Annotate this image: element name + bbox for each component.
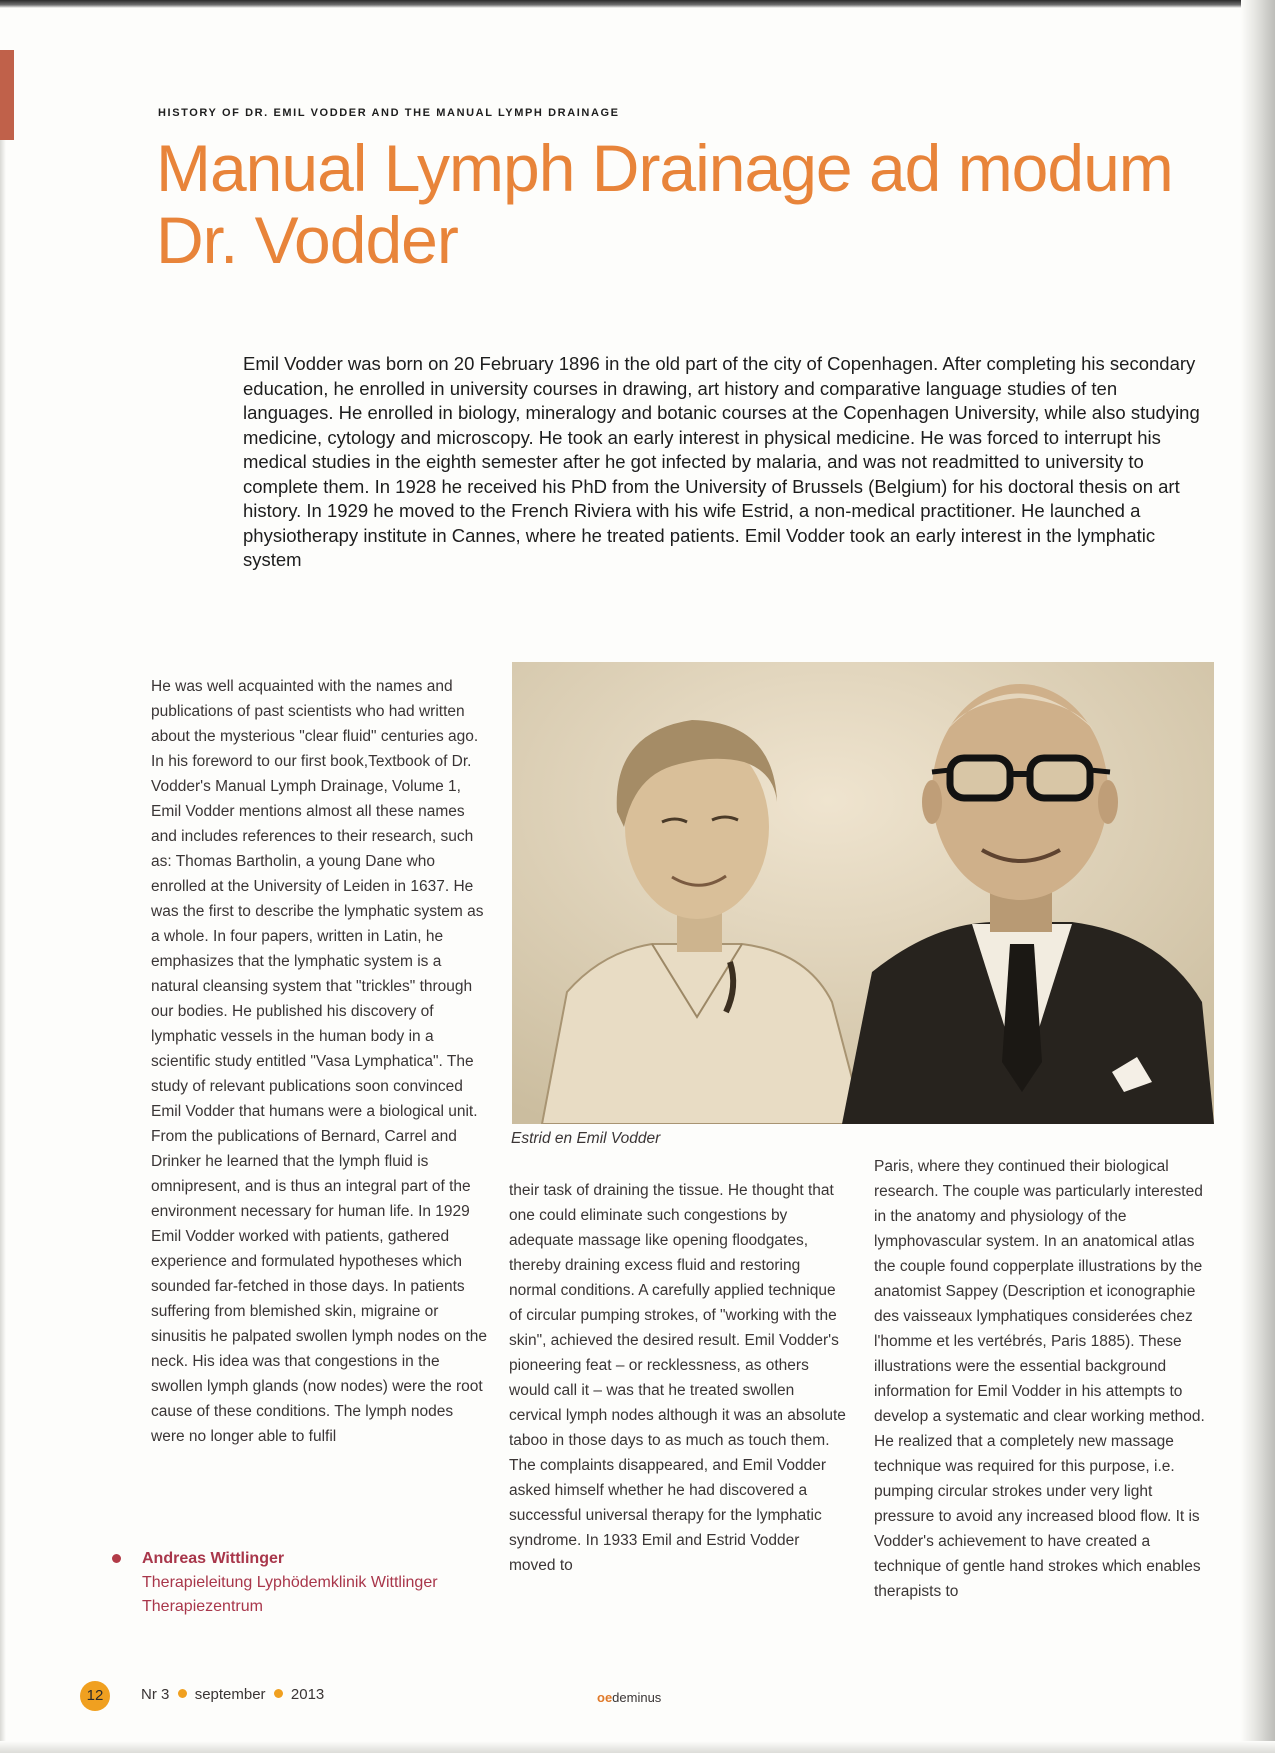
- page-number: 12: [80, 1681, 110, 1711]
- body-column-2: their task of draining the tissue. He thought that one could eliminate such congestions by adequate massage like opening floodgates, thereby draining excess fluid and restoring normal conditions. A carefully applied technique of circular pumping strokes, of "working with the skin", achieved the desired result. Emil Vodder's pioneering feat – or recklessness, as others would call it – was that he treated swollen cervical lymph nodes although it was an absolute taboo in those days to as much as touch them. The complaints disappeared, and Emil Vodder asked himself whether he had discovered a successful universal therapy for the lymphatic syndrome. In 1933 Emil and Estrid Vodder moved to: [509, 1182, 846, 1574]
- author-bullet-icon: [112, 1554, 121, 1563]
- author-name: Andreas Wittlinger: [142, 1550, 285, 1567]
- issue-line: [141, 1686, 324, 1703]
- brand-suffix: deminus: [612, 1690, 662, 1705]
- body-column-3: Paris, where they continued their biological research. The couple was particularly interested in the anatomy and physiology of the lymphovascular system. In an anatomical atlas the couple found copperplate illustrations by the anatomist Sappey (Description et iconographie des vaisseaux lymphatiques considerées chez l'homme et les vertébrés, Paris 1885). These illustrations were the essential background information for Emil Vodder in his attempts to develop a systematic and clear working method. He realized that a completely new massage technique was required for this purpose, i.e. pumping circular strokes under very light pressure to avoid any increased blood flow. It is Vodder's achievement to have created a technique of gentle hand strokes which enables therapists to: [874, 1158, 1205, 1600]
- issue-month: september: [194, 1686, 266, 1703]
- author-org-line-1: Therapieleitung Lyphödemklinik Wittlinger: [142, 1574, 438, 1591]
- scan-edge-left-mark: [0, 50, 14, 140]
- author-org-line-2: Therapiezentrum: [142, 1598, 263, 1615]
- scan-edge-top: [0, 0, 1275, 8]
- issue-number: Nr 3: [141, 1686, 170, 1703]
- portrait-photo: [512, 662, 1214, 1124]
- scan-edge-bottom: [0, 1741, 1275, 1753]
- issue-year: 2013: [290, 1686, 325, 1703]
- photo-caption: Estrid en Emil Vodder: [511, 1130, 661, 1147]
- portrait-illustration: [512, 662, 1214, 1124]
- body-column-1: He was well acquainted with the names and publications of past scientists who had written about the mysterious "clear fluid" centuries ago. In his foreword to our first book,Textbook of Dr. Vodder's Manual Lymph Drainage, Volume 1, Emil Vodder mentions almost all these names and includes references to their research, such as: Thomas Bartholin, a young Dane who enrolled at the University of Leiden in 1637. He was the first to describe the lymphatic system as a whole. In four papers, written in Latin, he emphasizes that the lymphatic system is a natural cleansing system that "trickles" through our bodies. He published his discovery of lymphatic vessels in the human body in a scientific study entitled "Vasa Lymphatica". The study of relevant publications soon convinced Emil Vodder that humans were a biological unit. From the publications of Bernard, Carrel and Drinker he learned that the lymph fluid is omnipresent, and is thus an integral part of the environment necessary for human life. In 1929 Emil Vodder worked with patients, gathered experience and formulated hypotheses which sounded far-fetched in those days. In patients suffering from blemished skin, migraine or sinusitis he palpated swollen lymph nodes on the neck. His idea was that congestions in the swollen lymph glands (now nodes) were the root cause of these conditions. The lymph nodes were no longer able to fulfil: [151, 678, 488, 1445]
- separator-dot-icon: [274, 1689, 283, 1698]
- section-kicker: HISTORY OF DR. EMIL VODDER AND THE MANUAL LYMPH DRAINAGE: [158, 107, 620, 119]
- scan-edge-right: [1241, 0, 1275, 1753]
- magazine-brand: [597, 1690, 661, 1705]
- author-block: [142, 1547, 438, 1619]
- article-intro: Emil Vodder was born on 20 February 1896 in the old part of the city of Copenhagen. After completing his secondary education, he enrolled in university courses in drawing, art history and comparative language studies of ten languages. He enrolled in biology, mineralogy and botanic courses at the Copenhagen University, while also studying medicine, cytology and microscopy. He took an early interest in physical medicine. He was forced to interrupt his medical studies in the eighth semester after he got infected by malaria, and was not readmitted to university to complete them. In 1928 he received his PhD from the University of Brussels (Belgium) for his doctoral thesis on art history. In 1929 he moved to the French Riviera with his wife Estrid, a non-medical practitioner. He launched a physiotherapy institute in Cannes, where he treated patients. Emil Vodder took an early interest in the lymphatic system: [243, 353, 1200, 570]
- scan-edge-left: [0, 140, 6, 1750]
- separator-dot-icon: [178, 1689, 187, 1698]
- brand-prefix: oe: [597, 1690, 613, 1705]
- article-title: Manual Lymph Drainage ad modum Dr. Vodder: [156, 131, 1173, 277]
